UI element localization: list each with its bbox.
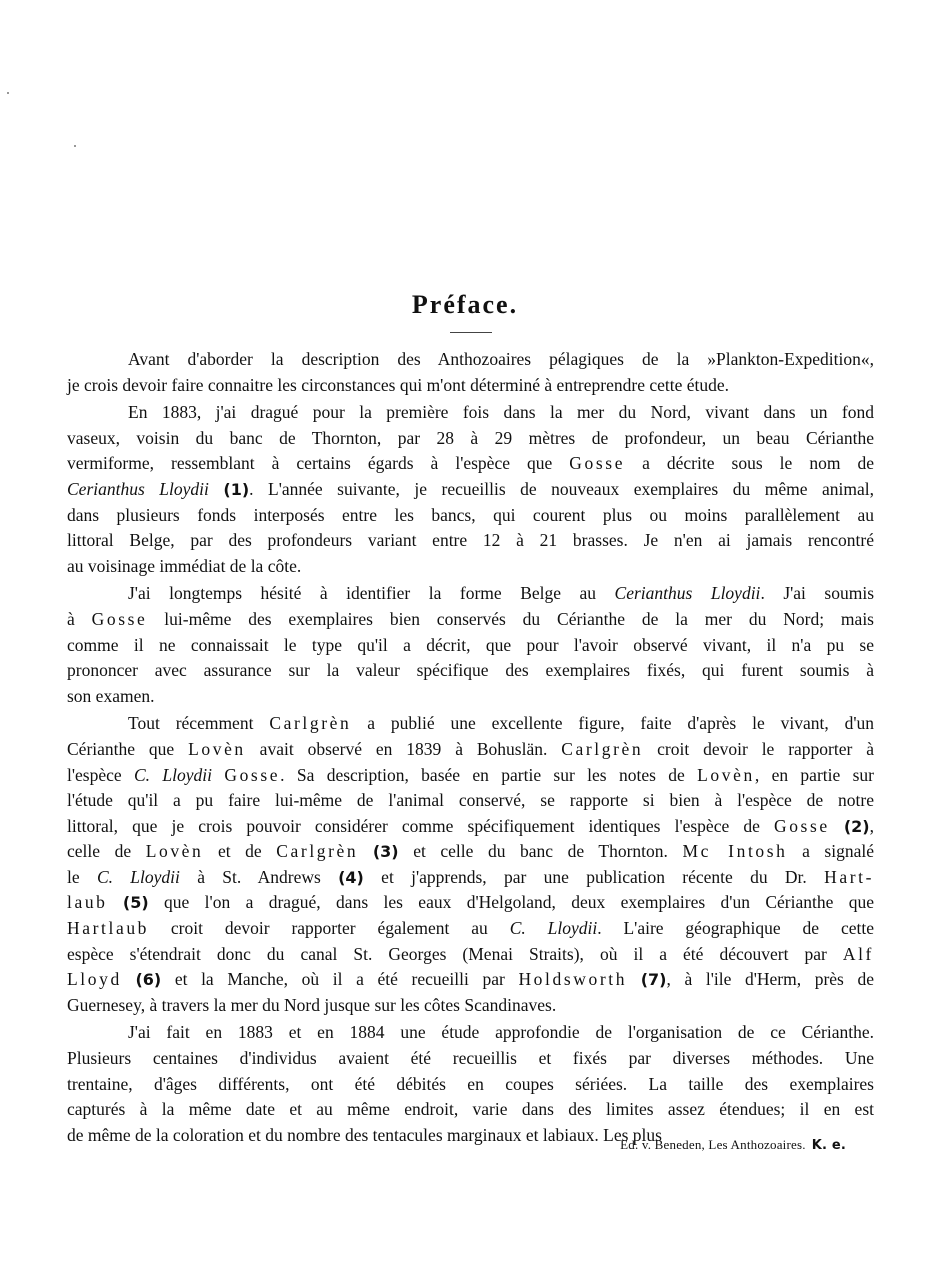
text-line: à Gosse lui-même des exemplaires bien conservés du Cérianthe de la mer du Nord; mais	[67, 608, 874, 629]
scan-speck	[7, 92, 9, 94]
title-rule	[450, 332, 492, 333]
text-line: capturés à la même date et au même endroit, varie dans des limites assez étendues; il en est	[67, 1099, 874, 1120]
text-line: littoral Belge, par des profondeurs variant entre 12 à 21 brasses. Je n'en ai jamais rencontré	[67, 530, 874, 551]
text-line: celle de Lovèn et de Carlgrèn (3) et celle du banc de Thornton. Mc Intosh a signalé	[67, 841, 874, 862]
text-line: l'espèce C. Lloydii Gosse. Sa description, basée en partie sur les notes de Lovèn, en partie sur	[67, 764, 875, 785]
paragraph	[67, 347, 874, 398]
text-line: Tout récemment Carlgrèn a publié une excellente figure, faite d'après le vivant, d'un	[128, 713, 874, 734]
text-line: Plusieurs centaines d'individus avaient été recueillis et fixés par diverses méthodes. Une	[67, 1048, 874, 1069]
text-line: Avant d'aborder la description des Anthozoaires pélagiques de la »Plankton-Expedition«,	[128, 349, 874, 369]
signature-mark: K. e.	[811, 1138, 846, 1153]
text-line: je crois devoir faire connaitre les circonstances qui m'ont déterminé à entreprendre cette étude.	[67, 374, 730, 395]
text-line: le C. Lloydii à St. Andrews (4) et j'apprends, par une publication récente du Dr. Hart-	[67, 866, 875, 887]
paragraph	[67, 400, 874, 579]
scan-speck	[74, 145, 76, 147]
text-line: J'ai fait en 1883 et en 1884 une étude approfondie de l'organisation de ce Cérianthe.	[128, 1022, 874, 1043]
paragraph	[67, 1020, 874, 1148]
text-line: de même de la coloration et du nombre des tentacules marginaux et labiaux. Les plus	[67, 1124, 662, 1145]
text-line: l'étude qu'il a pu faire lui-même de l'animal conservé, se rapporte si bien à l'espèce de notre	[67, 790, 874, 811]
text-line: En 1883, j'ai dragué pour la première fois dans la mer du Nord, vivant dans un fond	[128, 402, 874, 423]
text-line: au voisinage immédiat de la côte.	[67, 555, 302, 576]
page-footer	[0, 1137, 846, 1153]
text-line: Lloyd (6) et la Manche, où il a été recueilli par Holdsworth (7), à l'ile d'Herm, près de	[67, 969, 875, 990]
preface-body	[67, 347, 874, 1148]
text-line: espèce s'étendrait donc du canal St. Georges (Menai Straits), où il a été découvert par Alf	[67, 943, 874, 964]
text-line: prononcer avec assurance sur la valeur spécifique des exemplaires fixés, qui furent soumis à	[67, 660, 874, 681]
text-line: vermiforme, ressemblant à certains égards à l'espèce que Gosse a décrite sous le nom de	[67, 453, 874, 474]
text-line: vaseux, voisin du banc de Thornton, par 28 à 29 mètres de profondeur, un beau Cérianthe	[67, 427, 874, 448]
text-line: littoral, que je crois pouvoir considérer comme spécifiquement identiques l'espèce de Gosse (2),	[67, 815, 874, 836]
paragraph	[67, 711, 874, 1018]
text-line: J'ai longtemps hésité à identifier la forme Belge au Cerianthus Lloydii. J'ai soumis	[128, 583, 875, 604]
text-line: Hartlaub croit devoir rapporter également au C. Lloydii. L'aire géographique de cette	[67, 918, 874, 939]
text-line: Cérianthe que Lovèn avait observé en 1839 à Bohuslän. Carlgrèn croit devoir le rapporter à	[67, 738, 874, 759]
paragraph	[67, 581, 874, 709]
text-line: son examen.	[67, 685, 155, 706]
text-line: Cerianthus Lloydii (1). L'année suivante, je recueillis de nouveaux exemplaires du même animal,	[67, 478, 875, 499]
page-title: Préface.	[411, 290, 519, 319]
text-line: laub (5) que l'on a dragué, dans les eaux d'Helgoland, deux exemplaires d'un Cérianthe que	[67, 892, 874, 913]
text-line: comme il ne connaissait le type qu'il a décrit, que pour l'avoir observé vivant, il n'a pu se	[67, 634, 874, 655]
text-line: trentaine, d'âges différents, ont été débités en coupes sériées. La taille des exemplaires	[67, 1073, 874, 1094]
footer-text: Ed. v. Beneden, Les Anthozoaires.	[620, 1137, 806, 1152]
text-line: dans plusieurs fonds interposés entre les bancs, qui courent plus ou moins parallèlement au	[67, 504, 874, 525]
text-line: Guernesey, à travers la mer du Nord jusque sur les côtes Scandinaves.	[67, 994, 557, 1015]
